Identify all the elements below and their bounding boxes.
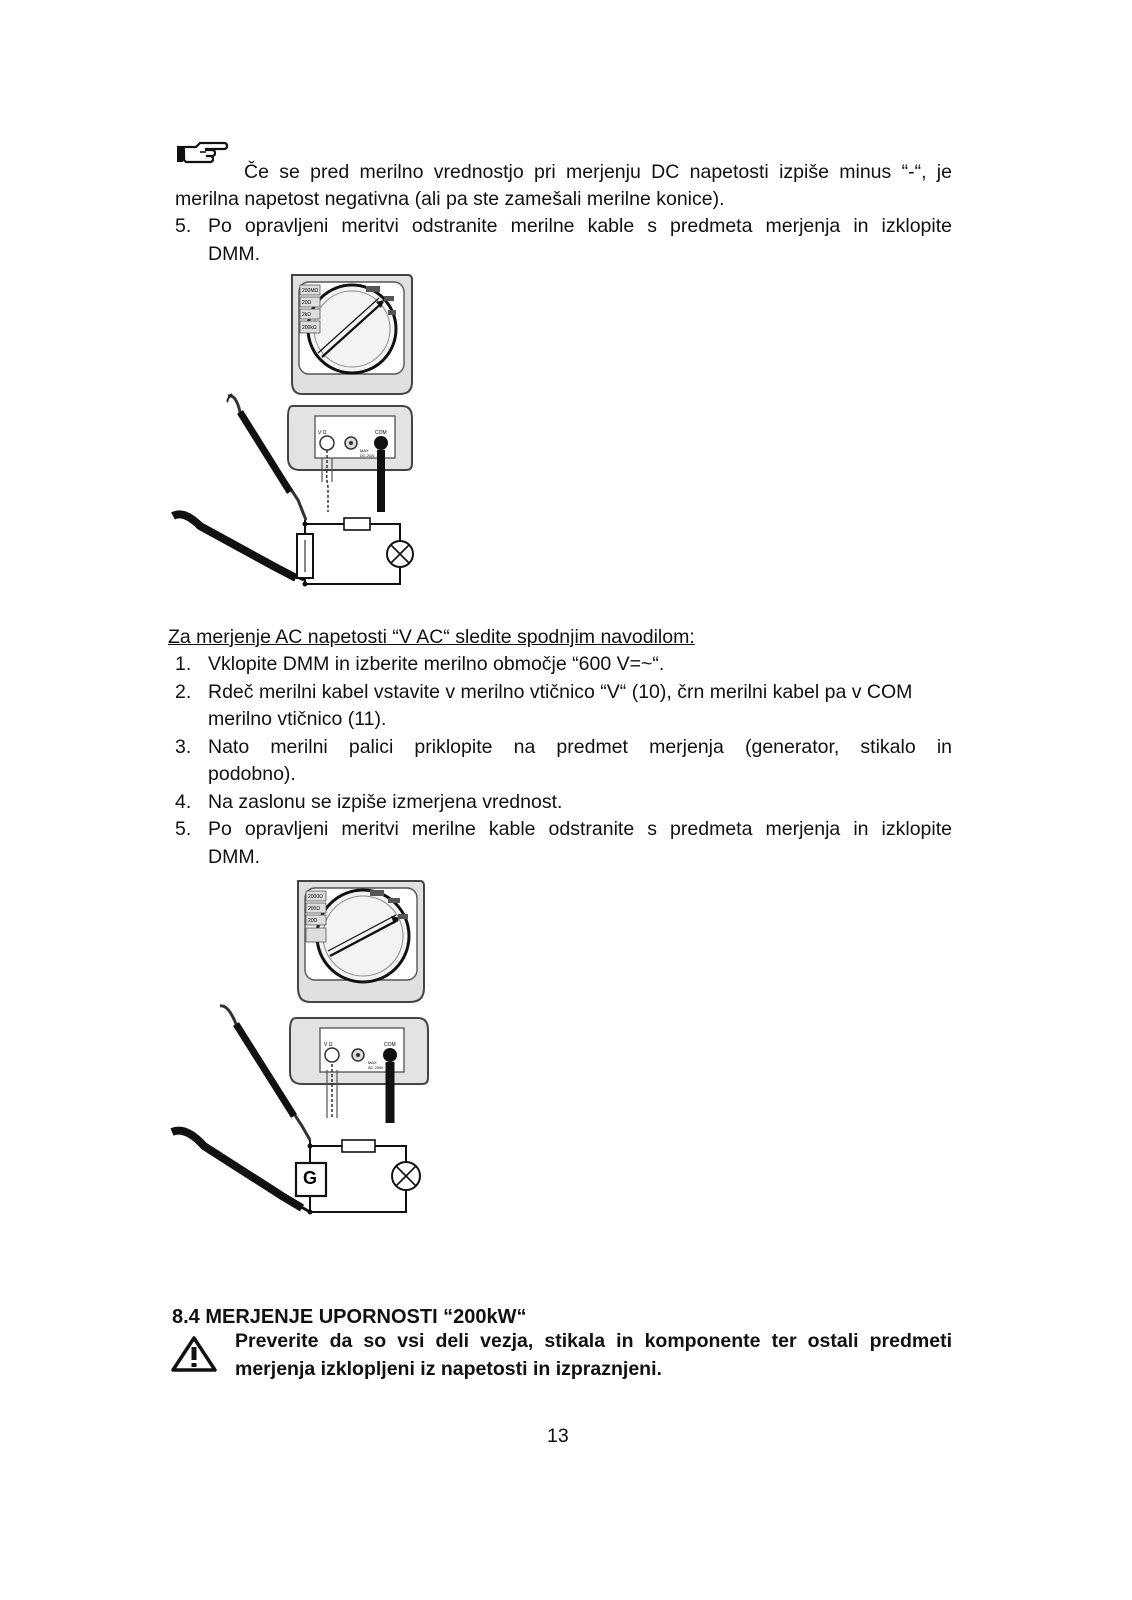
meter-jack-panel (288, 406, 412, 470)
pointing-hand-icon (176, 140, 228, 166)
warning-line-2: merjenja izklopljeni iz napetosti in izpraznjeni. (235, 1358, 662, 1380)
ac-step-5-line-2: DMM. (208, 846, 260, 868)
ac-step-2-number: 2. (175, 681, 192, 703)
ac-step-5-number: 5. (175, 818, 192, 840)
range-label: 20Ω (302, 300, 312, 306)
ac-step-5-line-1: Po opravljeni meritvi merilne kable odstranite s predmeta merjenja in izklopite (208, 818, 952, 840)
range-label: 200kΩ (302, 325, 317, 331)
dc-step-5-number: 5. (175, 215, 192, 237)
generator-label: G (303, 1168, 318, 1188)
range-label: 20Ω (308, 918, 318, 924)
range-label: 2000Ω (308, 894, 323, 900)
dc-measurement-figure (170, 272, 450, 592)
meter-dial-panel (292, 275, 412, 394)
meter-jack-panel (290, 1018, 428, 1084)
ac-step-3-line-1: Nato merilni palici priklopite na predmet merjenja (generator, stikalo in (208, 736, 952, 758)
jack-v-label: V Ω (318, 430, 327, 436)
ac-step-2-line-2: merilno vtičnico (11). (208, 708, 387, 730)
page-number: 13 (547, 1425, 569, 1447)
jack-rating-label: DC 20A (360, 453, 375, 458)
ac-step-3-number: 3. (175, 736, 192, 758)
jack-com-label: COM (375, 430, 387, 436)
ac-step-2-line-1: Rdeč merilni kabel vstavite v merilno vtičnico “V“ (10), črn merilni kabel pa v COM (208, 681, 913, 703)
dc-step-5-line-2: DMM. (208, 243, 260, 265)
section-heading: 8.4 MERJENJE UPORNOSTI “200kW“ (172, 1306, 527, 1328)
jack-rating-label: AC 20W (368, 1065, 383, 1070)
jack-com-label: COM (384, 1042, 396, 1048)
jack-max-label: MAX (360, 448, 369, 453)
dc-step-5-line-1: Po opravljeni meritvi odstranite merilne kable s predmeta merjenja in izklopite (208, 215, 952, 237)
warning-line-1: Preverite da so vsi deli vezja, stikala in komponente ter ostali predmeti (235, 1330, 952, 1352)
ac-intro: Za merjenje AC napetosti “V AC“ sledite spodnjim navodilom: (168, 626, 695, 648)
note-line-1: Če se pred merilno vrednostjo pri merjenju DC napetosti izpiše minus “-“, je (244, 161, 952, 183)
ac-step-4-line-1: Na zaslonu se izpiše izmerjena vrednost. (208, 791, 563, 813)
warning-triangle-icon (170, 1335, 218, 1373)
range-label: 200MΩ (302, 288, 319, 294)
meter-dial-panel (298, 881, 424, 1002)
jack-max-label: MAX (368, 1060, 377, 1065)
ac-measurement-figure (170, 878, 450, 1218)
note-line-2: merilna napetost negativna (ali pa ste zamešali merilne konice). (175, 188, 725, 210)
ac-step-3-line-2: podobno). (208, 763, 296, 785)
range-label: 200Ω (308, 906, 321, 912)
ac-step-1-line-1: Vklopite DMM in izberite merilno območje “600 V=~“. (208, 653, 665, 675)
ac-step-4-number: 4. (175, 791, 192, 813)
jack-v-label: V Ω (324, 1042, 333, 1048)
range-label: 2kΩ (302, 312, 312, 318)
ac-step-1-number: 1. (175, 653, 192, 675)
